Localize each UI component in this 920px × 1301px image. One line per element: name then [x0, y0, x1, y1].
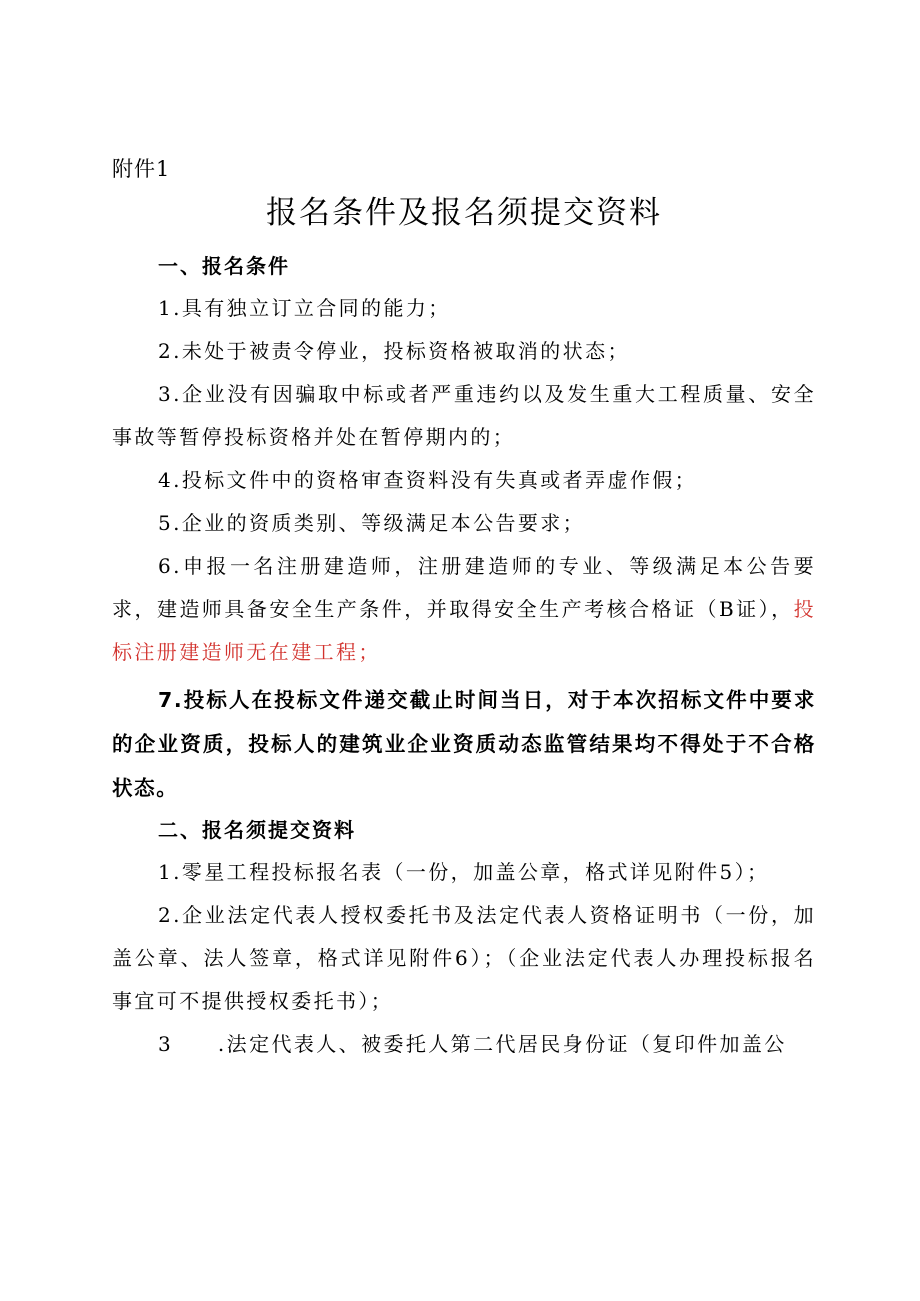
- material-item-1: 1.零星工程投标报名表（一份，加盖公章，格式详见附件5）；: [158, 860, 770, 884]
- condition-item-6-text: 6.申报一名注册建造师，注册建造师的专业、等级满足本公告要求，建造师具备安全生产条件，并取得安全生产考核合格证（B证），: [112, 554, 816, 621]
- condition-item-1: 1.具有独立订立合同的能力；: [158, 296, 451, 320]
- attachment-label: 附件1: [112, 157, 171, 181]
- condition-item-2: 2.未处于被责令停业，投标资格被取消的状态；: [158, 339, 630, 363]
- condition-item-3: 3.企业没有因骗取中标或者严重违约以及发生重大工程质量、安全事故等暂停投标资格并处在暂停期内的；: [112, 382, 816, 449]
- section-heading-required-materials: 二、报名须提交资料: [158, 818, 356, 842]
- condition-item-6-red-note: 投标注册建造师无在建工程；: [112, 597, 816, 664]
- condition-item-7: 7.投标人在投标文件递交截止时间当日，对于本次招标文件中要求的企业资质，投标人的建筑业企业资质动态监管结果均不得处于不合格状态。: [112, 688, 816, 800]
- material-item-2: 2.企业法定代表人授权委托书及法定代表人资格证明书（一份，加盖公章、法人签章，格式详见附件6）；（企业法定代表人办理投标报名事宜可不提供授权委托书）；: [112, 903, 816, 1013]
- section-heading-registration-conditions: 一、报名条件: [158, 254, 290, 278]
- condition-item-6: [112, 545, 816, 674]
- document-body: [112, 246, 816, 1066]
- condition-item-5: 5.企业的资质类别、等级满足本公告要求；: [158, 511, 586, 535]
- document-title: 报名条件及报名须提交资料: [266, 195, 662, 231]
- condition-item-4: 4.投标文件中的资格审查资料没有失真或者弄虚作假；: [158, 468, 698, 492]
- material-item-3: 3 .法定代表人、被委托人第二代居民身份证（复印件加盖公: [158, 1032, 787, 1056]
